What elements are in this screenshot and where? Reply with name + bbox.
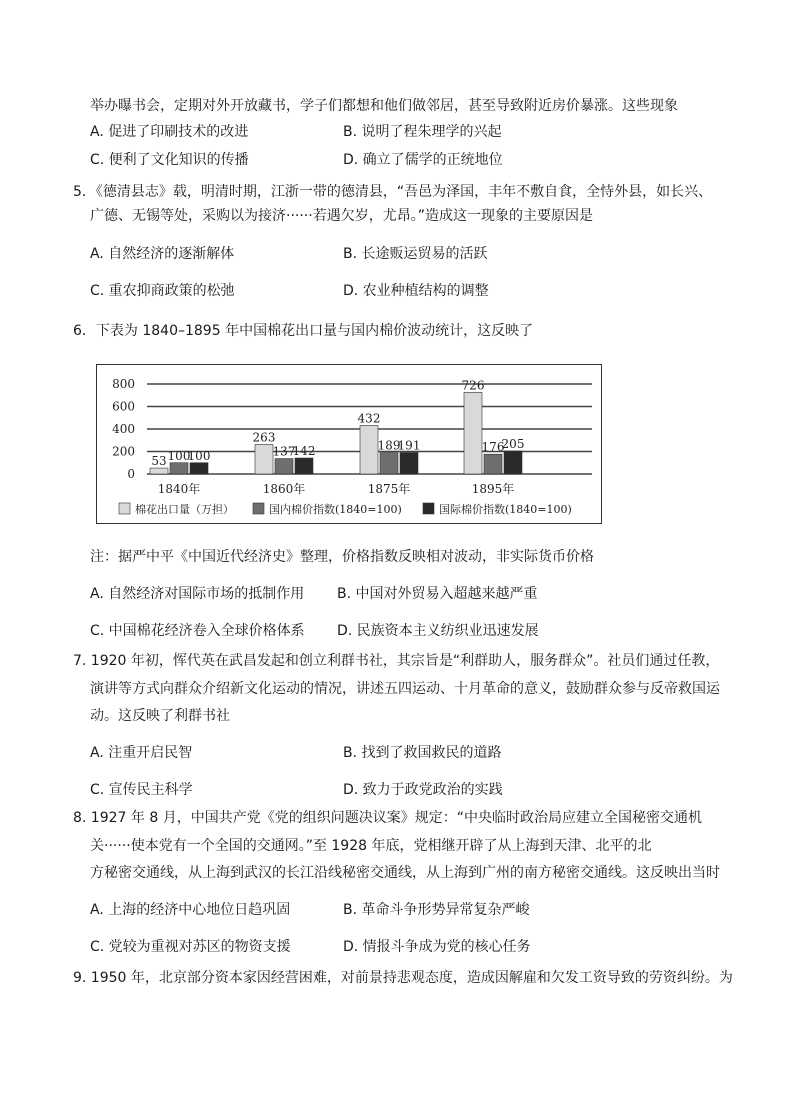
bar <box>190 463 208 474</box>
q5-option-c[interactable]: C. 重农抑商政策的松弛 <box>90 283 235 299</box>
bar <box>360 425 378 474</box>
bar <box>295 458 313 474</box>
q6-note: 注：据严中平《中国近代经济史》整理，价格指数反映相对波动，非实际货币价格 <box>90 549 594 565</box>
legend-swatch <box>253 503 264 514</box>
q7-option-d[interactable]: D. 致力于政党政治的实践 <box>343 782 503 798</box>
bar <box>150 468 168 474</box>
bar <box>484 454 502 474</box>
intro-line: 举办曝书会，定期对外开放藏书，学子们都想和他们做邻居，甚至导致附近房价暴涨。这些现象 <box>90 98 678 114</box>
data-label: 53 <box>151 454 167 469</box>
bar <box>504 451 522 474</box>
q7-stem-line2: 演讲等方式向群众介绍新文化运动的情况，讲述五四运动、十月革命的意义，鼓励群众参与反帝救国运 <box>90 681 720 697</box>
data-label: 100 <box>167 448 191 463</box>
data-label: 137 <box>272 444 296 459</box>
category-label: 1860年 <box>262 482 306 496</box>
bar <box>464 392 482 474</box>
q9-stem-line1: 9. 1950 年，北京部分资本家因经营困难，对前景持悲观态度，造成因解雇和欠发工资导致的劳资纠纷。为 <box>73 970 733 986</box>
data-label: 189 <box>377 438 401 453</box>
q8-option-c[interactable]: C. 党较为重视对苏区的物资支援 <box>90 939 291 955</box>
category-label: 1875年 <box>367 482 411 496</box>
legend-label: 国内棉价指数(1840=100) <box>269 503 402 516</box>
data-label: 205 <box>501 436 525 451</box>
y-tick-label: 0 <box>127 467 135 481</box>
cotton-chart <box>96 364 602 524</box>
q7-option-c[interactable]: C. 宣传民主科学 <box>90 782 193 798</box>
q5-option-d[interactable]: D. 农业种植结构的调整 <box>343 283 489 299</box>
q5-option-a[interactable]: A. 自然经济的逐渐解体 <box>90 246 235 262</box>
q6-option-b[interactable]: B. 中国对外贸易入超越来越严重 <box>337 586 538 602</box>
q4-option-b[interactable]: B. 说明了程朱理学的兴起 <box>343 124 502 140</box>
bar <box>400 453 418 474</box>
legend-swatch <box>423 503 434 514</box>
bar <box>380 453 398 474</box>
q7-option-b[interactable]: B. 找到了救国救民的道路 <box>343 745 502 761</box>
legend-label: 国际棉价指数(1840=100) <box>439 503 572 516</box>
q5-stem-line2: 广德、无锡等处，采购以为接济······若遇欠岁，尤昂。”造成这一现象的主要原因是 <box>90 208 593 224</box>
q8-stem-line2: 关······使本党有一个全国的交通网。”至 1928 年底，党相继开辟了从上海到天津、北平的北 <box>90 838 652 854</box>
q8-stem-line3: 方秘密交通线，从上海到武汉的长江沿线秘密交通线，从上海到广州的南方秘密交通线。这反映出当时 <box>90 865 720 881</box>
q4-option-a[interactable]: A. 促进了印刷技术的改进 <box>90 124 249 140</box>
q8-option-a[interactable]: A. 上海的经济中心地位日趋巩固 <box>90 902 291 918</box>
data-label: 100 <box>187 448 211 463</box>
q4-option-d[interactable]: D. 确立了儒学的正统地位 <box>343 152 503 168</box>
y-tick-label: 600 <box>112 399 135 414</box>
y-tick-label: 200 <box>112 444 135 459</box>
bar <box>255 444 273 474</box>
q4-option-c[interactable]: C. 便利了文化知识的传播 <box>90 152 249 168</box>
data-label: 191 <box>397 438 421 453</box>
q6-option-d[interactable]: D. 民族资本主义纺织业迅速发展 <box>337 623 539 639</box>
cotton-chart-svg <box>97 365 600 522</box>
q6-stem: 6．下表为 1840–1895 年中国棉花出口量与国内棉价波动统计，这反映了 <box>73 323 534 339</box>
q8-option-b[interactable]: B. 革命斗争形势异常复杂严峻 <box>343 902 530 918</box>
category-label: 1840年 <box>157 482 201 496</box>
legend-swatch <box>119 503 130 514</box>
data-label: 142 <box>292 444 316 459</box>
data-label: 432 <box>357 411 381 426</box>
q6-option-c[interactable]: C. 中国棉花经济卷入全球价格体系 <box>90 623 305 639</box>
q5-option-b[interactable]: B. 长途贩运贸易的活跃 <box>343 246 488 262</box>
data-label: 263 <box>252 430 276 445</box>
q8-option-d[interactable]: D. 情报斗争成为党的核心任务 <box>343 939 531 955</box>
y-tick-label: 800 <box>112 377 135 391</box>
bar <box>170 463 188 474</box>
q6-option-a[interactable]: A. 自然经济对国际市场的抵制作用 <box>90 586 305 602</box>
q7-option-a[interactable]: A. 注重开启民智 <box>90 745 193 761</box>
q7-stem-line1: 7. 1920 年初，恽代英在武昌发起和创立利群书社，其宗旨是“利群助人，服务群众”。社员们通过任教， <box>73 653 720 669</box>
y-tick-label: 400 <box>112 422 135 436</box>
data-label: 176 <box>481 440 505 455</box>
data-label: 726 <box>461 378 485 393</box>
legend-label: 棉花出口量（万担） <box>135 503 234 516</box>
category-label: 1895年 <box>471 482 515 496</box>
q7-stem-line3: 动。这反映了利群书社 <box>90 708 230 724</box>
q8-stem-line1: 8. 1927 年 8 月，中国共产党《党的组织问题决议案》规定：“中央临时政治局应建立全国秘密交通机 <box>73 810 702 826</box>
bar <box>275 459 293 474</box>
q5-stem-line1: 5．《德清县志》载，明清时期，江浙一带的德清县，“吾邑为泽国，丰年不敷自食，全恃外县，如长兴、 <box>73 184 713 200</box>
